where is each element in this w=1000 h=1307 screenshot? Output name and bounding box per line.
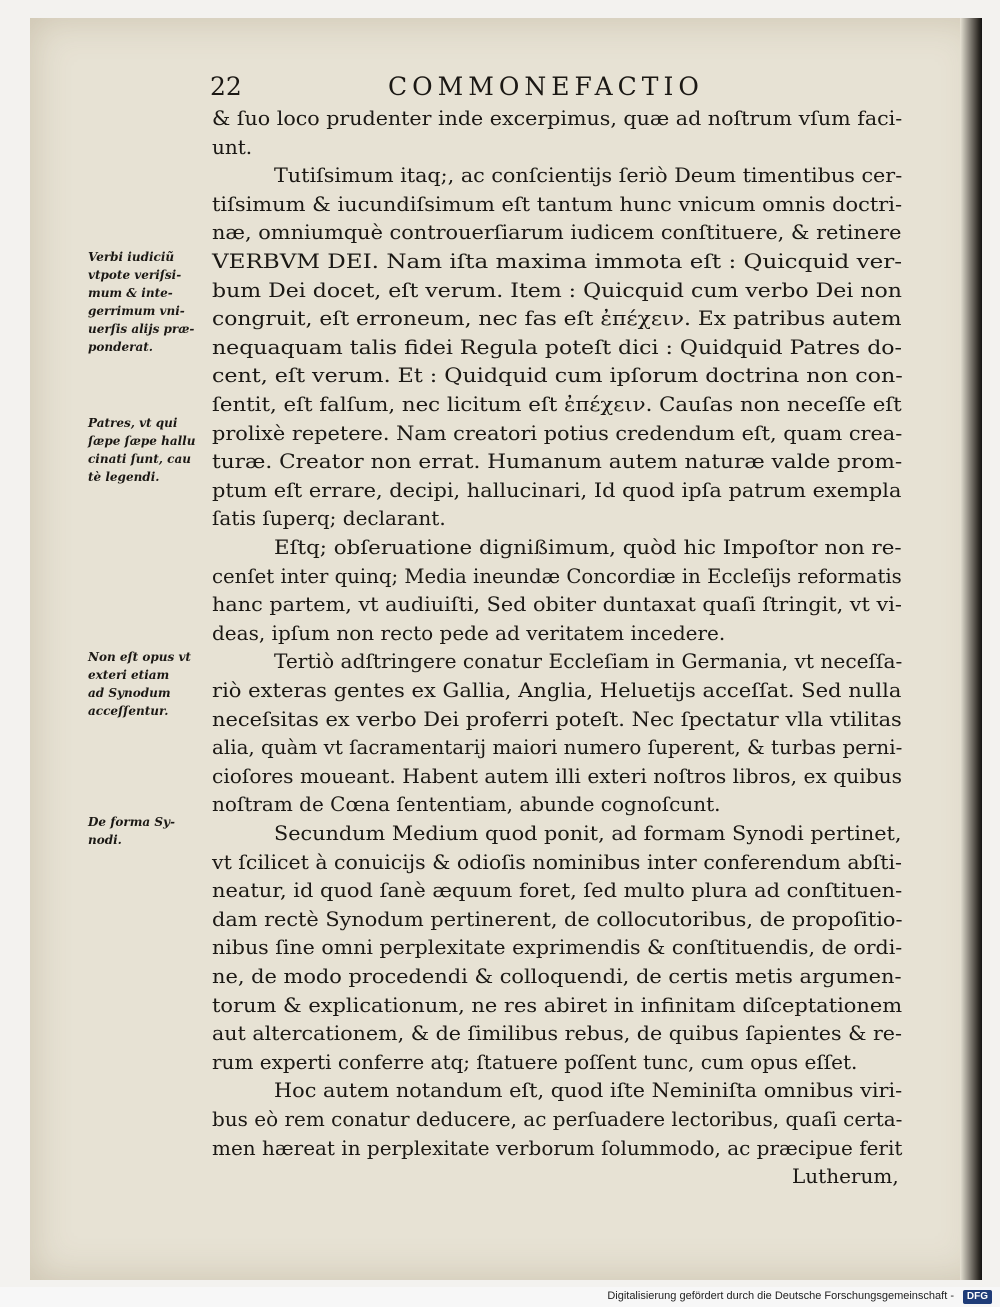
body-line: Eſtq; obſeruatione dignißimum, quòd hic Impoſtor non re- (274, 535, 902, 559)
body-line: ne, de modo procedendi & colloquendi, de certis metis argumen- (212, 964, 902, 988)
margin-note-line: gerrimum vni- (88, 304, 185, 318)
body-line: riò exteras gentes ex Gallia, Anglia, Heluetijs acceſſat. Sed nulla (212, 678, 902, 702)
margin-note-line: mum & inte- (88, 286, 173, 300)
margin-note-line: acceſſentur. (88, 704, 169, 718)
margin-note-line: ad Synodum (88, 686, 171, 700)
margin-note (88, 648, 218, 720)
margin-note-line: vtpote veriſsi- (88, 268, 182, 282)
body-line: aut altercationem, & de ſimilibus rebus, de quibus ſapientes & re- (212, 1021, 902, 1046)
body-line: prolixè repetere. Nam creatori potius credendum eſt, quam crea- (212, 420, 903, 445)
page-spine-shadow (960, 18, 982, 1280)
margin-note-line: nodi. (88, 833, 122, 847)
body-line: deas, ipſum non recto pede ad veritatem incedere. (212, 620, 726, 645)
body-text (212, 104, 912, 1189)
body-line: hanc partem, vt audiuiſti, Sed obiter duntaxat quaſi ſtringit, vt vi- (212, 592, 902, 617)
body-line: congruit, eſt erroneum, nec fas eſt ἐπέχειν. Ex patribus autem (212, 306, 902, 331)
margin-note-line: ponderat. (88, 340, 153, 354)
body-line: nibus ſine omni perplexitate exprimendis & conſtituendis, de ordi- (212, 935, 903, 960)
body-line: noſtram de Cœna ſententiam, abunde cognoſcunt. (212, 792, 721, 817)
margin-note-line: uerſis alijs præ- (88, 322, 195, 336)
page-number: 22 (210, 72, 242, 101)
margin-note-line: Patres, vt qui (88, 416, 178, 430)
body-line: bus eò rem conatur deducere, ac perſuadere lectoribus, quaſi certa- (212, 1107, 903, 1131)
body-line: Tertiò adſtringere conatur Eccleſiam in Germania, vt neceſſa- (274, 649, 903, 674)
margin-note-line: exteri etiam (88, 668, 170, 682)
body-line: ptum eſt errare, decipi, hallucinari, Id quod ipſa patrum exempla (212, 477, 902, 502)
margin-note (88, 813, 218, 849)
body-line: dam rectè Synodum pertinerent, de collocutoribus, de propoſitio- (212, 906, 903, 931)
body-line: Lutherum, (792, 1164, 899, 1189)
page-header (210, 72, 900, 102)
body-line: ſentit, eſt falſum, nec licitum eſt ἐπέχειν. Cauſas non neceſſe eſt (212, 392, 902, 416)
margin-note (88, 248, 218, 356)
body-line: Tutiſsimum itaq;, ac conſcientijs ſeriò Deum timentibus cer- (274, 163, 903, 188)
body-line: torum & explicationum, ne res abiret in infinitam diſceptationem (212, 992, 903, 1017)
running-title: COMMONEFACTIO (388, 72, 704, 101)
body-line: & ſuo loco prudenter inde excerpimus, quæ ad noſtrum vſum faci- (212, 106, 903, 130)
body-line: neatur, id quod ſanè æquum foret, ſed multo plura ad conſtituen- (212, 878, 903, 903)
margin-note-line: cinati ſunt, cau (88, 452, 191, 466)
body-line: unt. (212, 134, 253, 159)
margin-note-line: Verbi iudiciũ (88, 250, 175, 264)
body-line: næ, omniumquè controuerſiarum iudicem conſtituere, & retinere (212, 220, 902, 245)
margin-note (88, 414, 218, 486)
body-line: neceſsitas ex verbo Dei proferri poteſt. Nec ſpectatur vlla vtilitas (212, 706, 902, 731)
body-line: tiſsimum & iucundiſsimum eſt tantum hunc vnicum omnis doctri- (212, 191, 903, 216)
dfg-logo: DFG (963, 1290, 992, 1304)
body-line: men hæreat in perplexitate verborum ſolummodo, ac præcipue ferit (212, 1135, 903, 1160)
body-line: turæ. Creator non errat. Humanum autem naturæ valde prom- (212, 449, 903, 474)
body-line: cent, eſt verum. Et : Quidquid cum ipſorum doctrina non con- (212, 363, 903, 388)
margin-note-line: ſæpe ſæpe hallu (88, 434, 196, 448)
margin-note-line: Non eſt opus vt (88, 650, 191, 664)
body-line: vt ſcilicet à conuicijs & odioſis nominibus inter conferendum abſti- (212, 849, 902, 874)
body-line: VERBVM DEI. Nam iſta maxima immota eſt : Quicquid ver- (212, 249, 903, 273)
body-line: Hoc autem notandum eſt, quod iſte Neminiſta omnibus viri- (274, 1078, 903, 1103)
body-line: nequaquam talis fidei Regula poteſt dici : Quidquid Patres do- (212, 334, 902, 359)
body-line: cenſet inter quinq; Media ineundæ Concordiæ in Eccleſijs reformatis (212, 563, 902, 588)
footer-strip (0, 1287, 1000, 1307)
body-line: ſatis ſuperq; declarant. (212, 506, 446, 531)
footer-credit: Digitalisierung gefördert durch die Deutsche Forschungsgemeinschaft - (607, 1290, 954, 1302)
body-line: alia, quàm vt ſacramentarij maiori numero ſuperent, & turbas perni- (212, 735, 903, 760)
margin-note-line: tè legendi. (88, 470, 160, 484)
body-line: Secundum Medium quod ponit, ad formam Synodi pertinet, (274, 821, 902, 845)
body-line: cioſores moueant. Habent autem illi exteri noſtros libros, ex quibus (212, 763, 903, 788)
body-line: rum experti conferre atq; ſtatuere poſſent tunc, cum opus eſſet. (212, 1049, 858, 1074)
body-line: bum Dei docet, eſt verum. Item : Quicquid cum verbo Dei non (212, 277, 902, 302)
margin-note-line: De forma Sy- (88, 815, 175, 829)
